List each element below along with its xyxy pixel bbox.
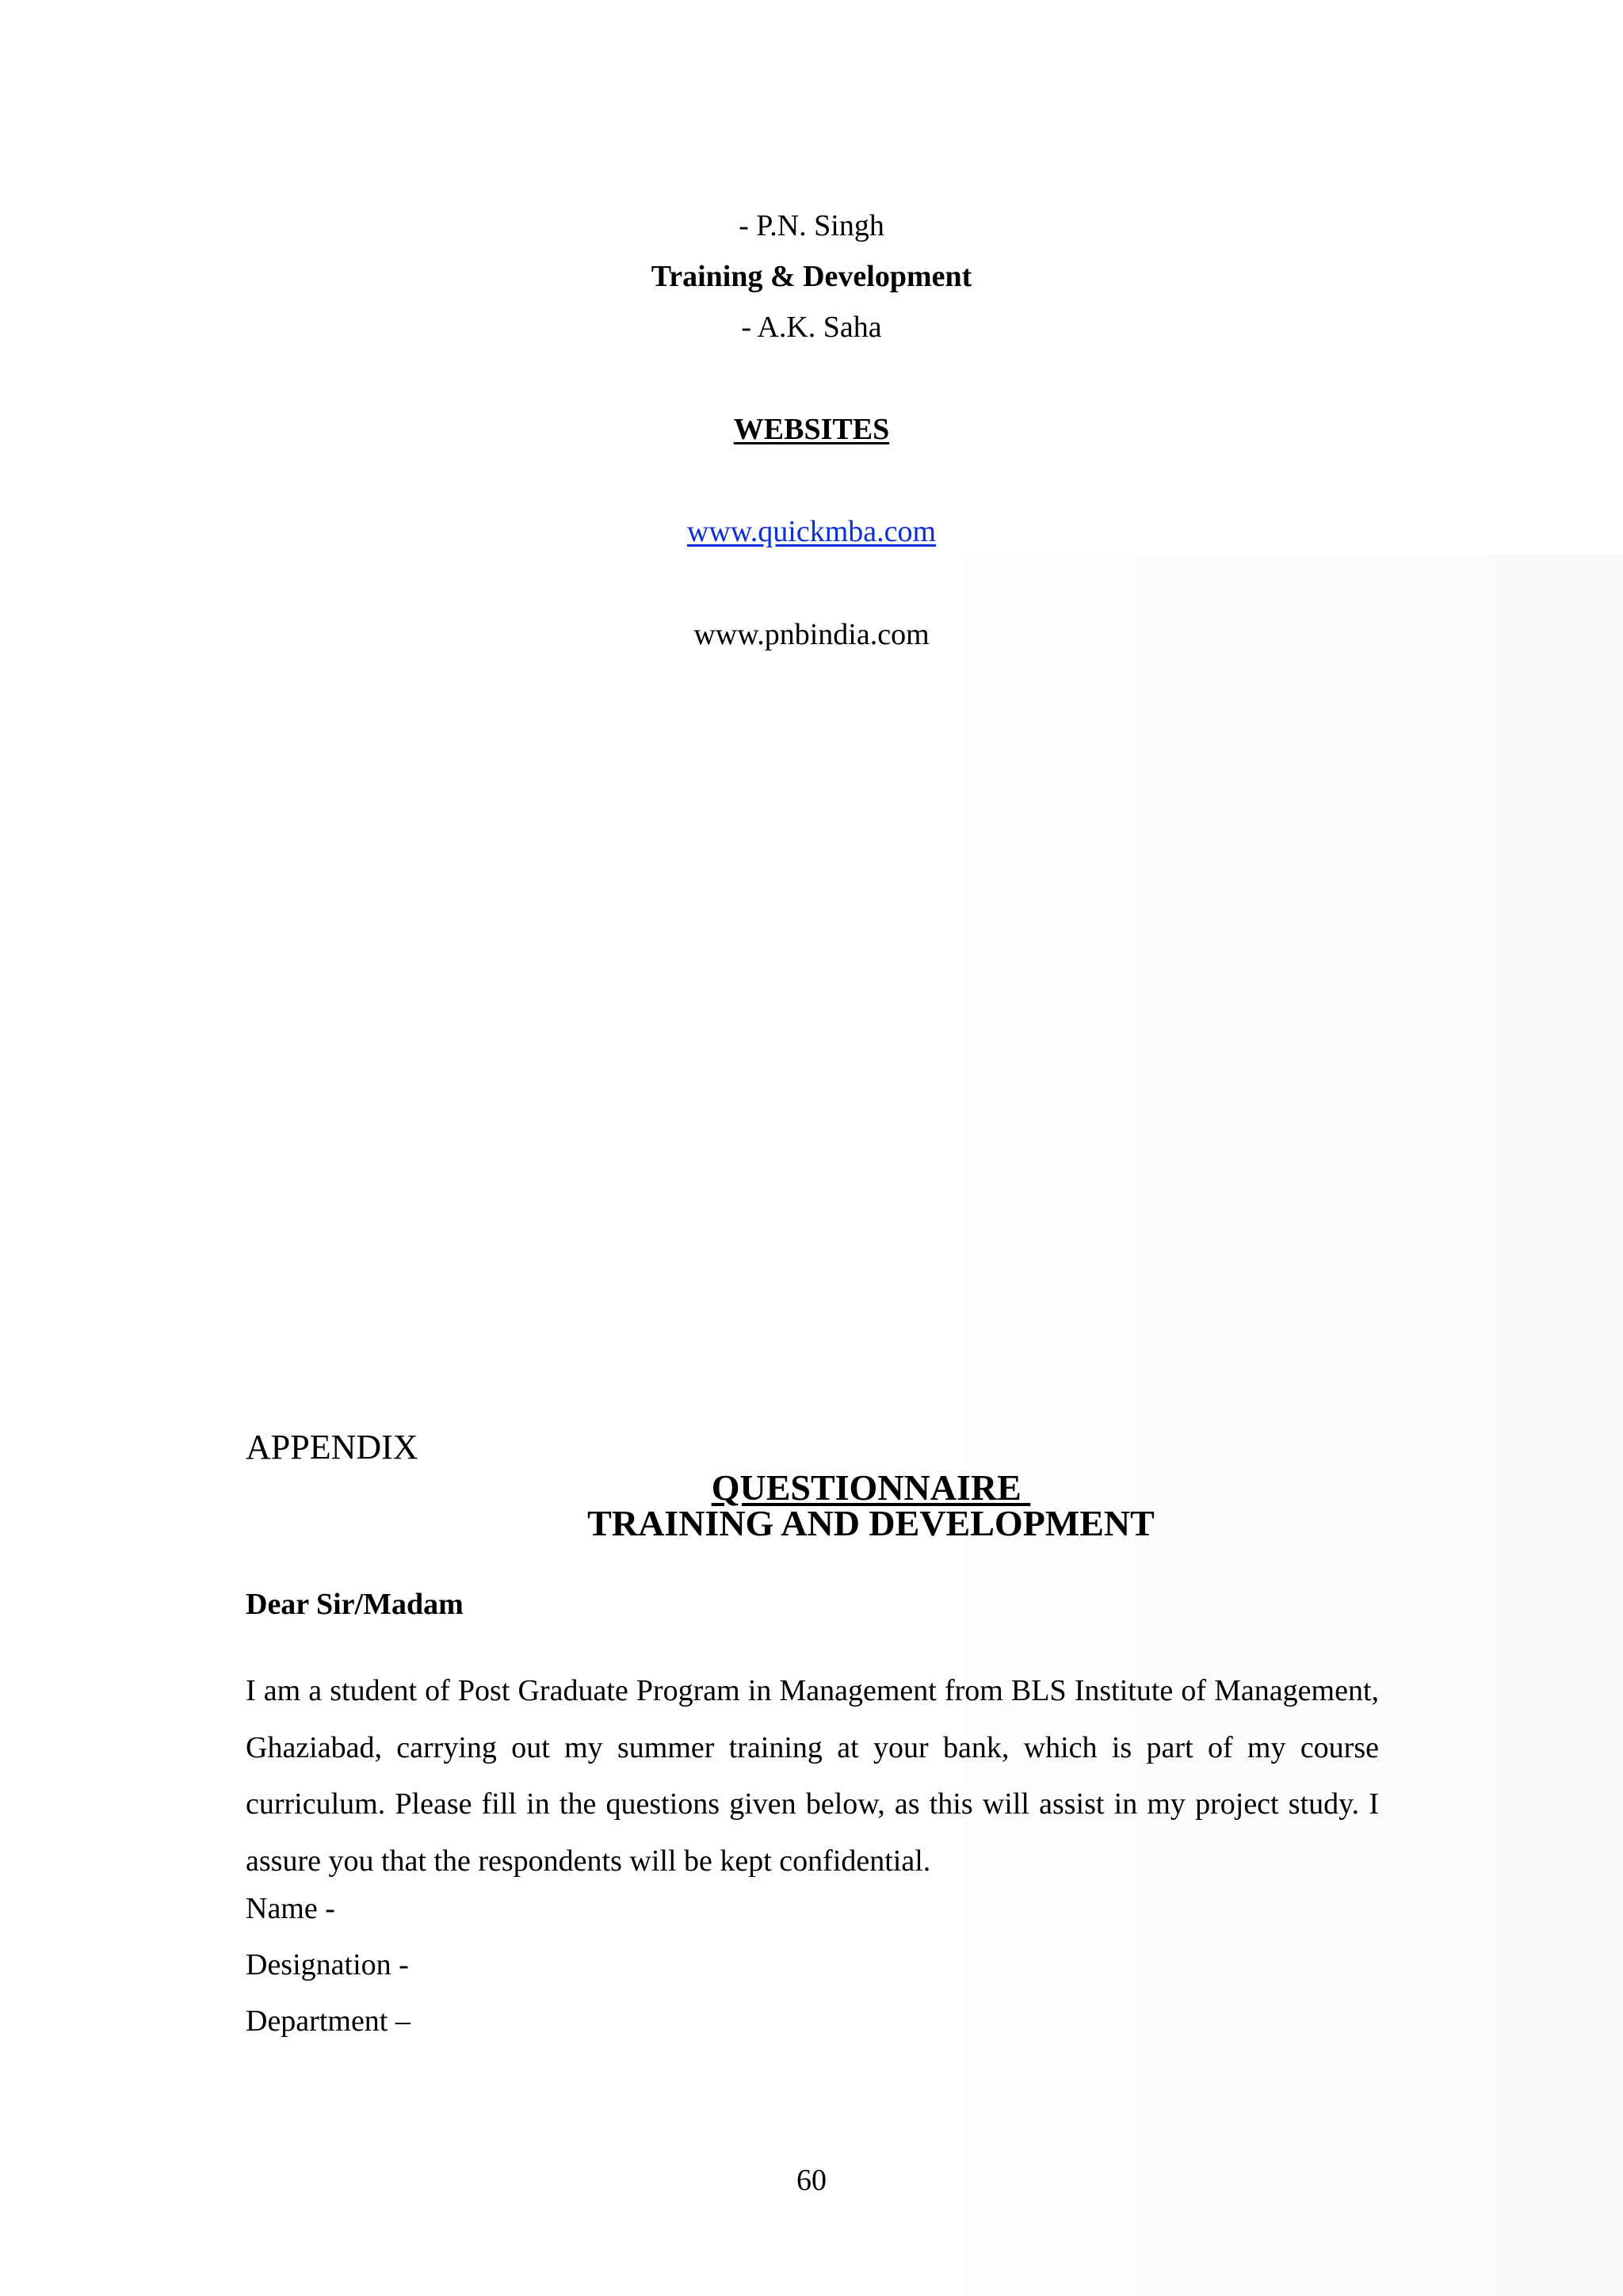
salutation: Dear Sir/Madam bbox=[246, 1588, 464, 1621]
questionnaire-title-text: QUESTIONNAIRE bbox=[711, 1467, 1031, 1508]
page-background-shade bbox=[674, 555, 1623, 2296]
website-link-quickmba[interactable]: www.quickmba.com bbox=[686, 515, 937, 548]
designation-field-label: Designation - bbox=[246, 1948, 409, 1981]
websites-heading-text: WEBSITES bbox=[733, 413, 890, 446]
website-link-row-1 bbox=[0, 514, 1623, 549]
website-link-pnbindia: www.pnbindia.com bbox=[693, 618, 930, 651]
reference-author-saha: - A.K. Saha bbox=[741, 311, 882, 344]
page-number: 60 bbox=[796, 2164, 827, 2197]
questionnaire-subtitle: TRAINING AND DEVELOPMENT bbox=[587, 1503, 1155, 1543]
appendix-label: APPENDIX bbox=[246, 1428, 418, 1466]
websites-heading bbox=[0, 412, 1623, 447]
intro-paragraph: I am a student of Post Graduate Program in Management from BLS Institute of Management, Ghaziabad, carrying out my summer training at your bank, which is part of my course curriculum. Please fill in the questions given below, as this will assist in my project study. I assure you that the respondents will be kept confidential. bbox=[246, 1674, 1379, 1878]
questionnaire-title bbox=[0, 1468, 1623, 1508]
department-field-label: Department – bbox=[246, 2004, 411, 2038]
reference-book-title: Training & Development bbox=[651, 260, 972, 293]
name-field-label: Name - bbox=[246, 1892, 335, 1925]
reference-author-singh: - P.N. Singh bbox=[739, 209, 884, 242]
